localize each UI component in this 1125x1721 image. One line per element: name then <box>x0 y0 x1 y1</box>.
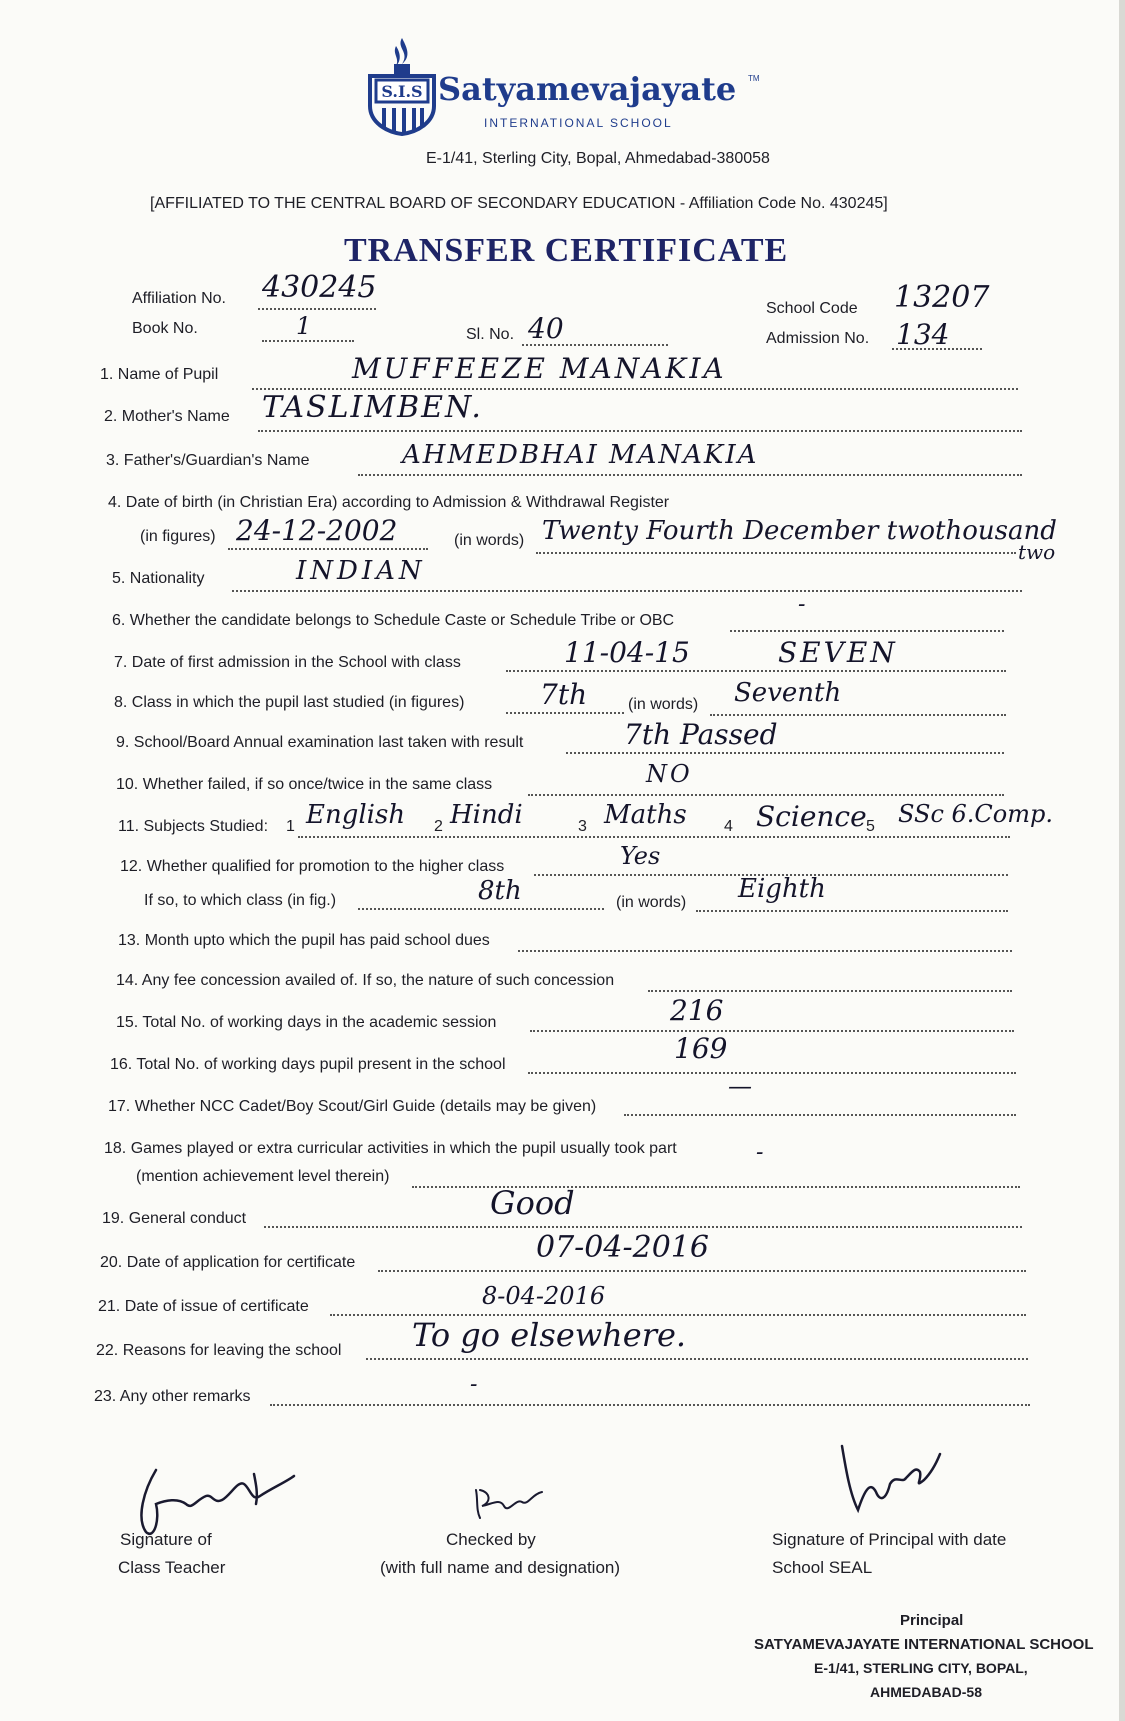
field-12-sub-line <box>358 908 604 910</box>
field-20-line <box>378 1270 1026 1272</box>
field-2-label: 2. Mother's Name <box>104 408 230 425</box>
field-18-label-2: (mention achievement level therein) <box>136 1168 390 1185</box>
field-13-label: 13. Month upto which the pupil has paid school dues <box>118 932 490 949</box>
field-18-label: 18. Games played or extra curricular activities in which the pupil usually took part <box>104 1140 677 1157</box>
svg-text:S.I.S: S.I.S <box>381 82 423 101</box>
field-8-label: 8. Class in which the pupil last studied (in figures) <box>114 694 465 711</box>
field-12-words-line <box>696 910 1008 912</box>
school-code-value: 13207 <box>894 280 990 315</box>
field-4-figures-label: (in figures) <box>140 528 216 545</box>
field-16-label: 16. Total No. of working days pupil present in the school <box>110 1056 506 1073</box>
field-23-value: - <box>470 1372 478 1397</box>
field-7-value: 11-04-15 <box>564 636 690 669</box>
field-1-label: 1. Name of Pupil <box>100 366 219 383</box>
field-22-line <box>366 1358 1028 1360</box>
field-7-label: 7. Date of first admission in the School with class <box>114 654 461 671</box>
book-no-value: 1 <box>296 312 312 340</box>
principal-label-2: School SEAL <box>772 1558 873 1577</box>
affiliation-line: [AFFILIATED TO THE CENTRAL BOARD OF SECONDARY EDUCATION - Affiliation Code No. 430245] <box>150 195 888 212</box>
field-15-label: 15. Total No. of working days in the academic session <box>116 1014 497 1031</box>
field-15-line <box>530 1030 1014 1032</box>
school-logo <box>366 36 438 136</box>
field-6-label: 6. Whether the candidate belongs to Schedule Caste or Schedule Tribe or OBC <box>112 612 675 629</box>
field-1-value: MUFFEEZE MANAKIA <box>352 352 727 385</box>
subject-4-value: Science <box>756 800 867 833</box>
field-7-value-2: SEVEN <box>778 636 898 669</box>
field-19-label: 19. General conduct <box>102 1210 247 1227</box>
field-17-value: — <box>728 1072 752 1100</box>
subject-1-value: English <box>306 800 406 830</box>
book-no-line <box>262 340 354 342</box>
field-11-line <box>298 836 1010 838</box>
field-9-value: 7th Passed <box>624 718 778 751</box>
field-4-figures-value: 24-12-2002 <box>236 514 398 547</box>
field-10-value: NO <box>646 760 693 788</box>
subject-1-number: 1 <box>286 818 295 835</box>
class-teacher-label-2: Class Teacher <box>118 1558 226 1577</box>
field-20-label: 20. Date of application for certificate <box>100 1254 356 1271</box>
field-12-words-label: (in words) <box>616 894 687 911</box>
trademark-mark: TM <box>748 74 760 83</box>
field-3-line <box>358 474 1022 476</box>
school-name: Satyamevajayate <box>438 70 737 108</box>
field-4-figures-line <box>228 548 428 550</box>
field-6-line <box>730 630 1004 632</box>
field-7-line <box>506 670 1006 672</box>
stamp-address-2: AHMEDABAD-58 <box>870 1684 983 1700</box>
school-subtitle: INTERNATIONAL SCHOOL <box>484 116 673 130</box>
admission-no-line <box>892 348 982 350</box>
field-12-value: Yes <box>620 842 661 870</box>
subject-2-value: Hindi <box>450 800 523 830</box>
class-teacher-label-1: Signature of <box>120 1530 212 1549</box>
field-9-label: 9. School/Board Annual examination last taken with result <box>116 734 524 751</box>
field-2-line <box>258 430 1022 432</box>
field-8-value: 7th <box>540 678 588 711</box>
field-4-words-value: Twenty Fourth December twothousand <box>542 516 1057 546</box>
field-19-value: Good <box>490 1184 575 1222</box>
admission-no-value: 134 <box>896 318 950 351</box>
field-15-value: 216 <box>670 994 724 1027</box>
stamp-principal: Principal <box>900 1612 964 1629</box>
field-5-line <box>232 590 1022 592</box>
field-13-line <box>518 950 1012 952</box>
field-14-line <box>648 990 1012 992</box>
field-8-words-value: Seventh <box>734 678 842 708</box>
field-20-value: 07-04-2016 <box>536 1230 709 1265</box>
principal-signature <box>836 1440 956 1520</box>
subject-5-value: SSc 6.Comp. <box>898 800 1053 828</box>
field-12-sub-label: If so, to which class (in fig.) <box>144 892 337 909</box>
field-22-label: 22. Reasons for leaving the school <box>96 1342 342 1359</box>
field-5-label: 5. Nationality <box>112 570 205 587</box>
field-16-line <box>528 1072 1016 1074</box>
subject-4-number: 4 <box>724 818 733 835</box>
field-12-words-value: Eighth <box>738 874 826 904</box>
field-17-line <box>624 1114 1016 1116</box>
book-no-label: Book No. <box>132 320 198 337</box>
subject-5-number: 5 <box>866 818 875 835</box>
principal-label-1: Signature of Principal with date <box>772 1530 1007 1549</box>
field-22-value: To go elsewhere. <box>412 1316 687 1354</box>
field-14-label: 14. Any fee concession availed of. If so, the nature of such concession <box>116 972 615 989</box>
field-12-sub-value: 8th <box>478 876 522 906</box>
school-address: E-1/41, Sterling City, Bopal, Ahmedabad-380058 <box>426 150 770 167</box>
sl-no-label: Sl. No. <box>466 326 515 343</box>
field-2-value: TASLIMBEN. <box>262 390 483 425</box>
stamp-address-1: E-1/41, STERLING CITY, BOPAL, <box>814 1660 1028 1676</box>
sl-no-value: 40 <box>528 312 564 345</box>
field-23-line <box>270 1404 1030 1406</box>
affiliation-no-line <box>258 308 376 310</box>
field-17-label: 17. Whether NCC Cadet/Boy Scout/Girl Guide (details may be given) <box>108 1098 597 1115</box>
subject-3-number: 3 <box>578 818 587 835</box>
field-23-label: 23. Any other remarks <box>94 1388 251 1405</box>
field-3-value: AHMEDBHAI MANAKIA <box>402 440 759 470</box>
field-4-words-value-2: two <box>1018 540 1056 564</box>
field-8-words-label: (in words) <box>628 696 699 713</box>
affiliation-no-label: Affiliation No. <box>132 290 226 307</box>
field-3-label: 3. Father's/Guardian's Name <box>106 452 310 469</box>
checked-by-signature <box>470 1484 550 1524</box>
field-4-words-label: (in words) <box>454 532 525 549</box>
field-8-line <box>506 712 624 714</box>
subject-2-number: 2 <box>434 818 443 835</box>
stamp-school-name: SATYAMEVAJAYATE INTERNATIONAL SCHOOL <box>754 1636 1094 1653</box>
field-10-line <box>528 794 1004 796</box>
field-19-line <box>264 1226 1022 1228</box>
page-edge-shadow <box>1119 0 1125 1721</box>
field-12-label: 12. Whether qualified for promotion to the higher class <box>120 858 505 875</box>
field-11-label: 11. Subjects Studied: <box>118 818 269 835</box>
field-4-label: 4. Date of birth (in Christian Era) according to Admission & Withdrawal Register <box>108 494 670 511</box>
field-21-value: 8-04-2016 <box>482 1282 606 1310</box>
torch-shield-icon <box>366 36 438 136</box>
field-10-label: 10. Whether failed, if so once/twice in the same class <box>116 776 493 793</box>
field-9-line <box>566 752 1004 754</box>
affiliation-no-value: 430245 <box>262 270 377 305</box>
sl-no-line <box>522 344 668 346</box>
field-5-value: INDIAN <box>296 556 426 586</box>
field-16-value: 169 <box>674 1032 728 1065</box>
field-4-words-line <box>536 552 1016 554</box>
document-title: TRANSFER CERTIFICATE <box>344 232 789 269</box>
school-code-label: School Code <box>766 300 858 317</box>
field-6-value: - <box>798 592 806 617</box>
checked-by-label-2: (with full name and designation) <box>380 1558 621 1577</box>
field-21-label: 21. Date of issue of certificate <box>98 1298 309 1315</box>
subject-3-value: Maths <box>604 800 687 830</box>
field-18-value: - <box>756 1140 764 1165</box>
checked-by-label-1: Checked by <box>446 1530 536 1549</box>
admission-no-label: Admission No. <box>766 330 870 347</box>
field-8-words-line <box>710 714 1006 716</box>
